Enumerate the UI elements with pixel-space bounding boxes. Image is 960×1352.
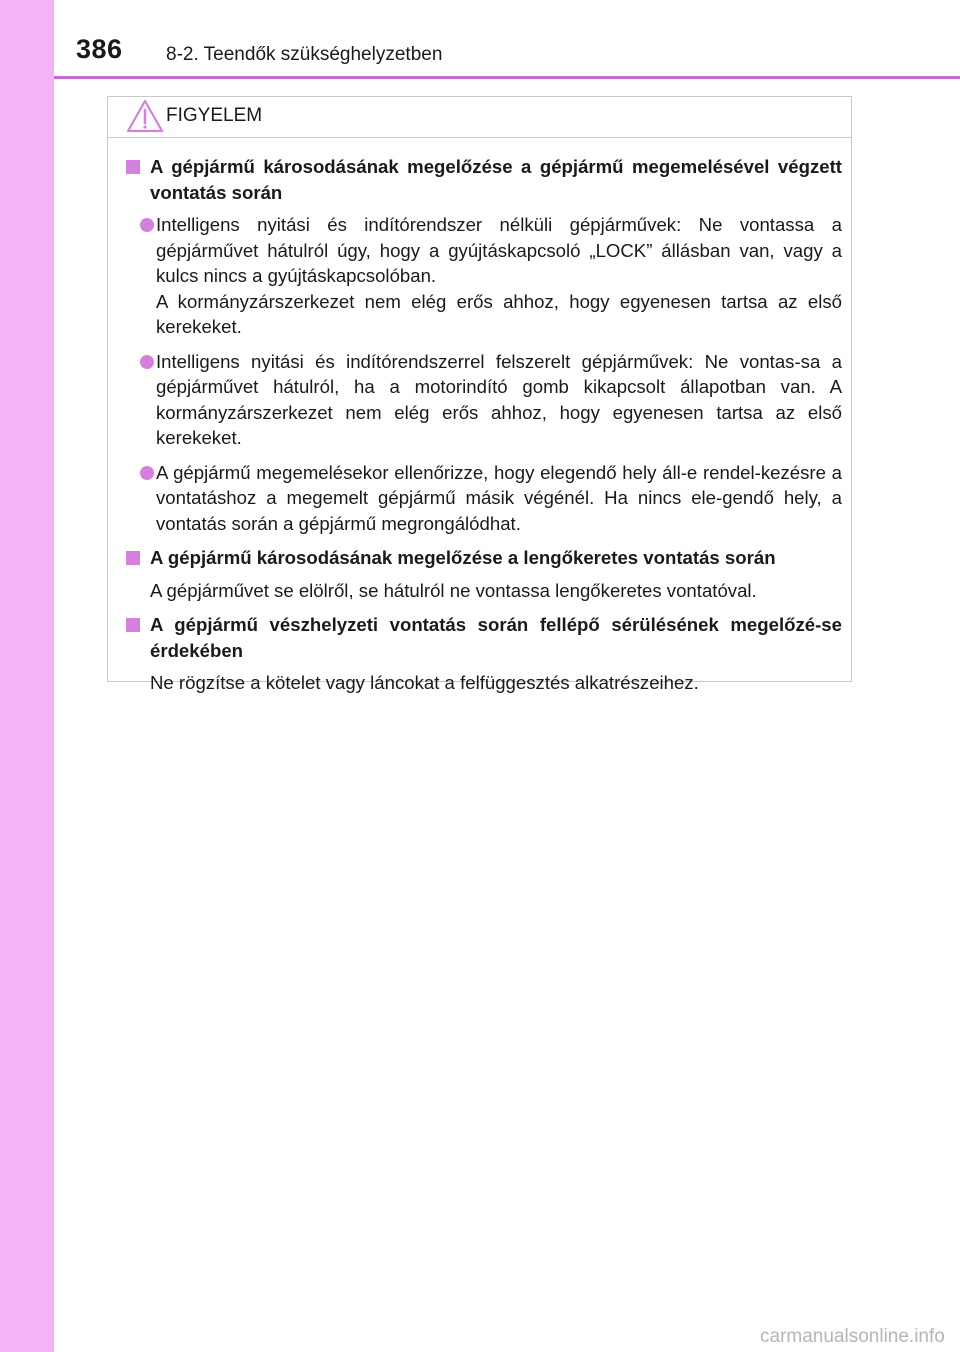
warning-box [107, 96, 852, 693]
circle-bullet-icon [140, 355, 154, 369]
circle-bullet-icon [140, 466, 154, 480]
bullet-text-extra: A kormányzárszerkezet nem elég erős ahhoz, hogy egyenesen tartsa az első kerekeket. [156, 290, 842, 337]
section-paragraph: Ne rögzítse a kötelet vagy láncokat a felfüggesztés alkatrészeihez. [150, 672, 699, 693]
list-item [126, 212, 842, 340]
heading-text: A gépjármű károsodásának megelőzése a lengőkeretes vontatás során [150, 547, 776, 568]
section-heading [126, 612, 842, 663]
warning-header [108, 97, 851, 138]
heading-text: A gépjármű károsodásának megelőzése a gépjármű megemelésével végzett vontatás során [150, 156, 842, 203]
header-rule [54, 76, 960, 79]
section-title: 8-2. Teendők szükséghelyzetben [166, 44, 443, 65]
bullet-text: Intelligens nyitási és indítórendszer nélküli gépjárművek: Ne vontassa a gépjárművet hátulról úgy, hogy a gyújtáskapcsoló „LOCK” állásban van, vagy a kulcs nincs a gyújtáskapcsolóban. [156, 214, 842, 286]
warning-triangle-icon [126, 99, 164, 133]
warning-body [108, 138, 851, 696]
section-heading [126, 545, 842, 571]
bullet-text: A gépjármű megemelésekor ellenőrizze, hogy elegendő hely áll-e rendel-kezésre a vontatáshoz a megemelt gépjármű másik végénél. Ha nincs ele-gendő hely, a vontatás során a gépjármű megrongálódhat. [156, 461, 842, 534]
square-bullet-icon [126, 160, 140, 174]
page-number: 386 [76, 34, 123, 64]
list-item [126, 460, 842, 537]
heading-text: A gépjármű vészhelyzeti vontatás során fellépő sérülésének megelőzé-se érdekében [150, 614, 842, 661]
section-heading [126, 154, 842, 205]
section-paragraph: A gépjárművet se elölről, se hátulról ne vontassa lengőkeretes vontatóval. [150, 579, 757, 601]
warning-label: FIGYELEM [166, 105, 263, 126]
circle-bullet-icon [140, 218, 154, 232]
square-bullet-icon [126, 551, 140, 565]
side-tab-bar [0, 0, 54, 1352]
square-bullet-icon [126, 618, 140, 632]
list-item [126, 349, 842, 451]
watermark-text: carmanualsonline.info [760, 1326, 945, 1347]
bullet-text: Intelligens nyitási és indítórendszerrel felszerelt gépjárművek: Ne vontas-sa a gépjárművet hátulról, ha a motorindító gomb kikapcsolt állapotban van. A kormányzárszerkezet nem elég erős ahhoz, hogy egyenesen tartsa az első kerekeket. [156, 350, 842, 448]
